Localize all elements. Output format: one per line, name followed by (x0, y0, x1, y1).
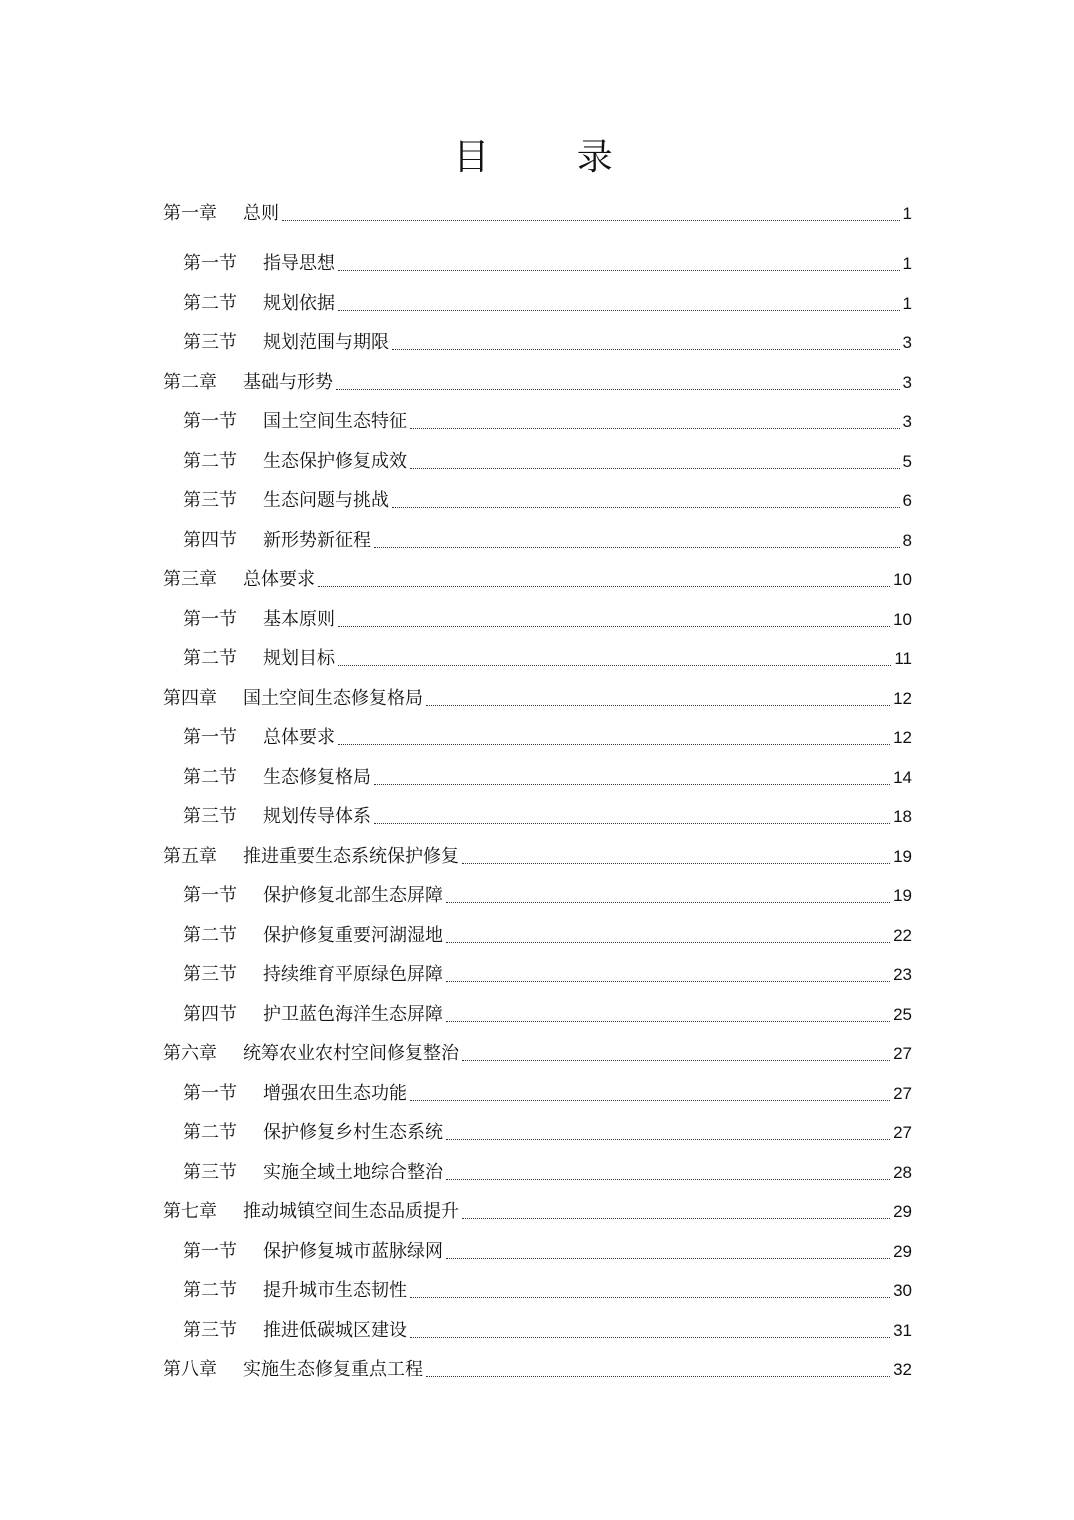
entry-page-number: 23 (893, 965, 912, 984)
dot-leader (392, 506, 900, 508)
entry-page-number: 29 (893, 1241, 912, 1261)
dot-leader (462, 1217, 890, 1219)
entry-title: 新形势新征程 (263, 529, 371, 551)
toc-section-entry[interactable] (183, 1159, 912, 1187)
entry-number: 第二节 (183, 648, 237, 669)
toc-chapter-entry[interactable] (163, 1040, 912, 1068)
toc-section-entry[interactable] (183, 1238, 912, 1266)
entry-title: 国土空间生态修复格局 (243, 687, 423, 709)
dot-leader (446, 980, 890, 982)
dot-leader (374, 822, 890, 824)
entry-page-number: 6 (902, 491, 912, 510)
toc-section-entry[interactable] (183, 487, 912, 515)
entry-page-number: 22 (893, 925, 912, 945)
entry-number: 第八章 (163, 1359, 217, 1380)
entry-number: 第三节 (183, 332, 237, 353)
dot-leader (446, 941, 890, 943)
page-title: 目 录 (453, 137, 651, 178)
entry-page-number: 3 (902, 333, 912, 352)
entry-title: 统筹农业农村空间修复整治 (243, 1043, 459, 1064)
dot-leader (374, 783, 890, 785)
dot-leader (446, 901, 890, 903)
toc-chapter-entry[interactable] (163, 369, 912, 397)
dot-leader (336, 388, 900, 390)
dot-leader (338, 664, 891, 666)
entry-number: 第二节 (183, 450, 237, 472)
entry-number: 第一节 (183, 885, 237, 906)
toc-chapter-entry[interactable] (163, 685, 912, 713)
entry-title: 保护修复重要河湖湿地 (263, 924, 443, 946)
entry-number: 第一章 (163, 203, 217, 224)
entry-page-number: 5 (902, 451, 912, 471)
dot-leader (426, 1375, 890, 1377)
toc-section-entry[interactable] (183, 1119, 912, 1147)
entry-page-number: 10 (893, 609, 912, 629)
toc-section-entry[interactable] (183, 1001, 912, 1029)
entry-page-number: 30 (893, 1281, 912, 1300)
dot-leader (462, 862, 890, 864)
entry-page-number: 10 (893, 570, 912, 589)
dot-leader (374, 546, 900, 548)
entry-title: 总体要求 (263, 727, 335, 748)
entry-page-number: 31 (893, 1320, 912, 1340)
entry-page-number: 1 (902, 204, 912, 223)
entry-page-number: 14 (893, 767, 912, 787)
toc-section-entry[interactable] (183, 803, 912, 831)
entry-title: 规划范围与期限 (263, 332, 389, 353)
toc-section-entry[interactable] (183, 1080, 912, 1108)
toc-section-entry[interactable] (183, 1277, 912, 1305)
toc-section-entry[interactable] (183, 329, 912, 357)
entry-title: 规划传导体系 (263, 806, 371, 827)
entry-number: 第四章 (163, 687, 217, 709)
toc-section-entry[interactable] (183, 290, 912, 318)
entry-title: 推动城镇空间生态品质提升 (243, 1201, 459, 1222)
entry-title: 指导思想 (263, 253, 335, 274)
toc-section-entry[interactable] (183, 408, 912, 436)
toc-chapter-entry[interactable] (163, 843, 912, 871)
entry-page-number: 28 (893, 1162, 912, 1182)
entry-number: 第二节 (183, 292, 237, 314)
dot-leader (410, 1099, 890, 1101)
entry-number: 第六章 (163, 1043, 217, 1064)
entry-number: 第一节 (183, 1240, 237, 1262)
entry-title: 基础与形势 (243, 371, 333, 393)
dot-leader (410, 1296, 890, 1298)
dot-leader (338, 269, 900, 271)
toc-chapter-entry[interactable] (163, 1198, 912, 1226)
toc-chapter-entry[interactable] (163, 566, 912, 594)
dot-leader (410, 467, 900, 469)
entry-page-number: 19 (893, 846, 912, 866)
entry-page-number: 19 (893, 886, 912, 905)
dot-leader (446, 1020, 890, 1022)
dot-leader (410, 427, 900, 429)
entry-title: 保护修复城市蓝脉绿网 (263, 1240, 443, 1262)
toc-section-entry[interactable] (183, 645, 912, 673)
entry-page-number: 3 (902, 412, 912, 431)
dot-leader (338, 309, 900, 311)
entry-number: 第二章 (163, 371, 217, 393)
toc-section-entry[interactable] (183, 448, 912, 476)
entry-page-number: 12 (893, 728, 912, 747)
entry-number: 第三章 (163, 569, 217, 590)
entry-page-number: 1 (902, 293, 912, 313)
toc-section-entry[interactable] (183, 764, 912, 792)
toc-section-entry[interactable] (183, 882, 912, 910)
entry-title: 总体要求 (243, 569, 315, 590)
toc-section-entry[interactable] (183, 250, 912, 278)
toc-section-entry[interactable] (183, 527, 912, 555)
entry-title: 保护修复乡村生态系统 (263, 1122, 443, 1143)
entry-title: 规划目标 (263, 648, 335, 669)
dot-leader (446, 1138, 890, 1140)
entry-title: 生态问题与挑战 (263, 490, 389, 511)
entry-number: 第三节 (183, 1319, 237, 1341)
dot-leader (392, 348, 900, 350)
entry-page-number: 18 (893, 807, 912, 826)
entry-title: 规划依据 (263, 292, 335, 314)
entry-page-number: 27 (893, 1083, 912, 1103)
entry-page-number: 25 (893, 1004, 912, 1024)
entry-page-number: 3 (902, 372, 912, 392)
entry-number: 第一节 (183, 727, 237, 748)
entry-page-number: 32 (893, 1360, 912, 1379)
entry-number: 第四节 (183, 1003, 237, 1025)
entry-title: 推进重要生态系统保护修复 (243, 845, 459, 867)
entry-title: 总则 (243, 203, 279, 224)
entry-number: 第四节 (183, 529, 237, 551)
entry-page-number: 27 (893, 1044, 912, 1063)
entry-number: 第一节 (183, 608, 237, 630)
toc-section-entry[interactable] (183, 724, 912, 752)
entry-number: 第三节 (183, 964, 237, 985)
entry-title: 生态修复格局 (263, 766, 371, 788)
dot-leader (318, 585, 890, 587)
entry-title: 国土空间生态特征 (263, 411, 407, 432)
entry-number: 第七章 (163, 1201, 217, 1222)
toc-section-entry[interactable] (183, 1317, 912, 1345)
entry-number: 第二节 (183, 1280, 237, 1301)
entry-page-number: 29 (893, 1202, 912, 1221)
entry-title: 增强农田生态功能 (263, 1082, 407, 1104)
entry-page-number: 11 (894, 649, 912, 668)
entry-title: 推进低碳城区建设 (263, 1319, 407, 1341)
entry-number: 第一节 (183, 1082, 237, 1104)
dot-leader (446, 1178, 890, 1180)
entry-page-number: 8 (902, 530, 912, 550)
entry-number: 第五章 (163, 845, 217, 867)
toc-section-entry[interactable] (183, 606, 912, 634)
toc-chapter-entry[interactable] (163, 200, 912, 228)
entry-page-number: 1 (902, 254, 912, 273)
dot-leader (446, 1257, 890, 1259)
entry-title: 提升城市生态韧性 (263, 1280, 407, 1301)
entry-number: 第一节 (183, 411, 237, 432)
entry-title: 生态保护修复成效 (263, 450, 407, 472)
entry-title: 实施全域土地综合整治 (263, 1161, 443, 1183)
toc-section-entry[interactable] (183, 961, 912, 989)
dot-leader (462, 1059, 890, 1061)
toc-chapter-entry[interactable] (163, 1356, 912, 1384)
entry-number: 第三节 (183, 1161, 237, 1183)
entry-page-number: 27 (893, 1123, 912, 1142)
entry-number: 第二节 (183, 1122, 237, 1143)
dot-leader (338, 625, 890, 627)
entry-number: 第一节 (183, 253, 237, 274)
entry-page-number: 12 (893, 688, 912, 708)
entry-number: 第三节 (183, 490, 237, 511)
entry-title: 持续维育平原绿色屏障 (263, 964, 443, 985)
dot-leader (410, 1336, 890, 1338)
entry-number: 第二节 (183, 924, 237, 946)
entry-title: 实施生态修复重点工程 (243, 1359, 423, 1380)
dot-leader (426, 704, 890, 706)
dot-leader (338, 743, 890, 745)
dot-leader (282, 219, 900, 221)
toc-section-entry[interactable] (183, 922, 912, 950)
entry-number: 第三节 (183, 806, 237, 827)
entry-title: 保护修复北部生态屏障 (263, 885, 443, 906)
entry-title: 护卫蓝色海洋生态屏障 (263, 1003, 443, 1025)
entry-number: 第二节 (183, 766, 237, 788)
entry-title: 基本原则 (263, 608, 335, 630)
